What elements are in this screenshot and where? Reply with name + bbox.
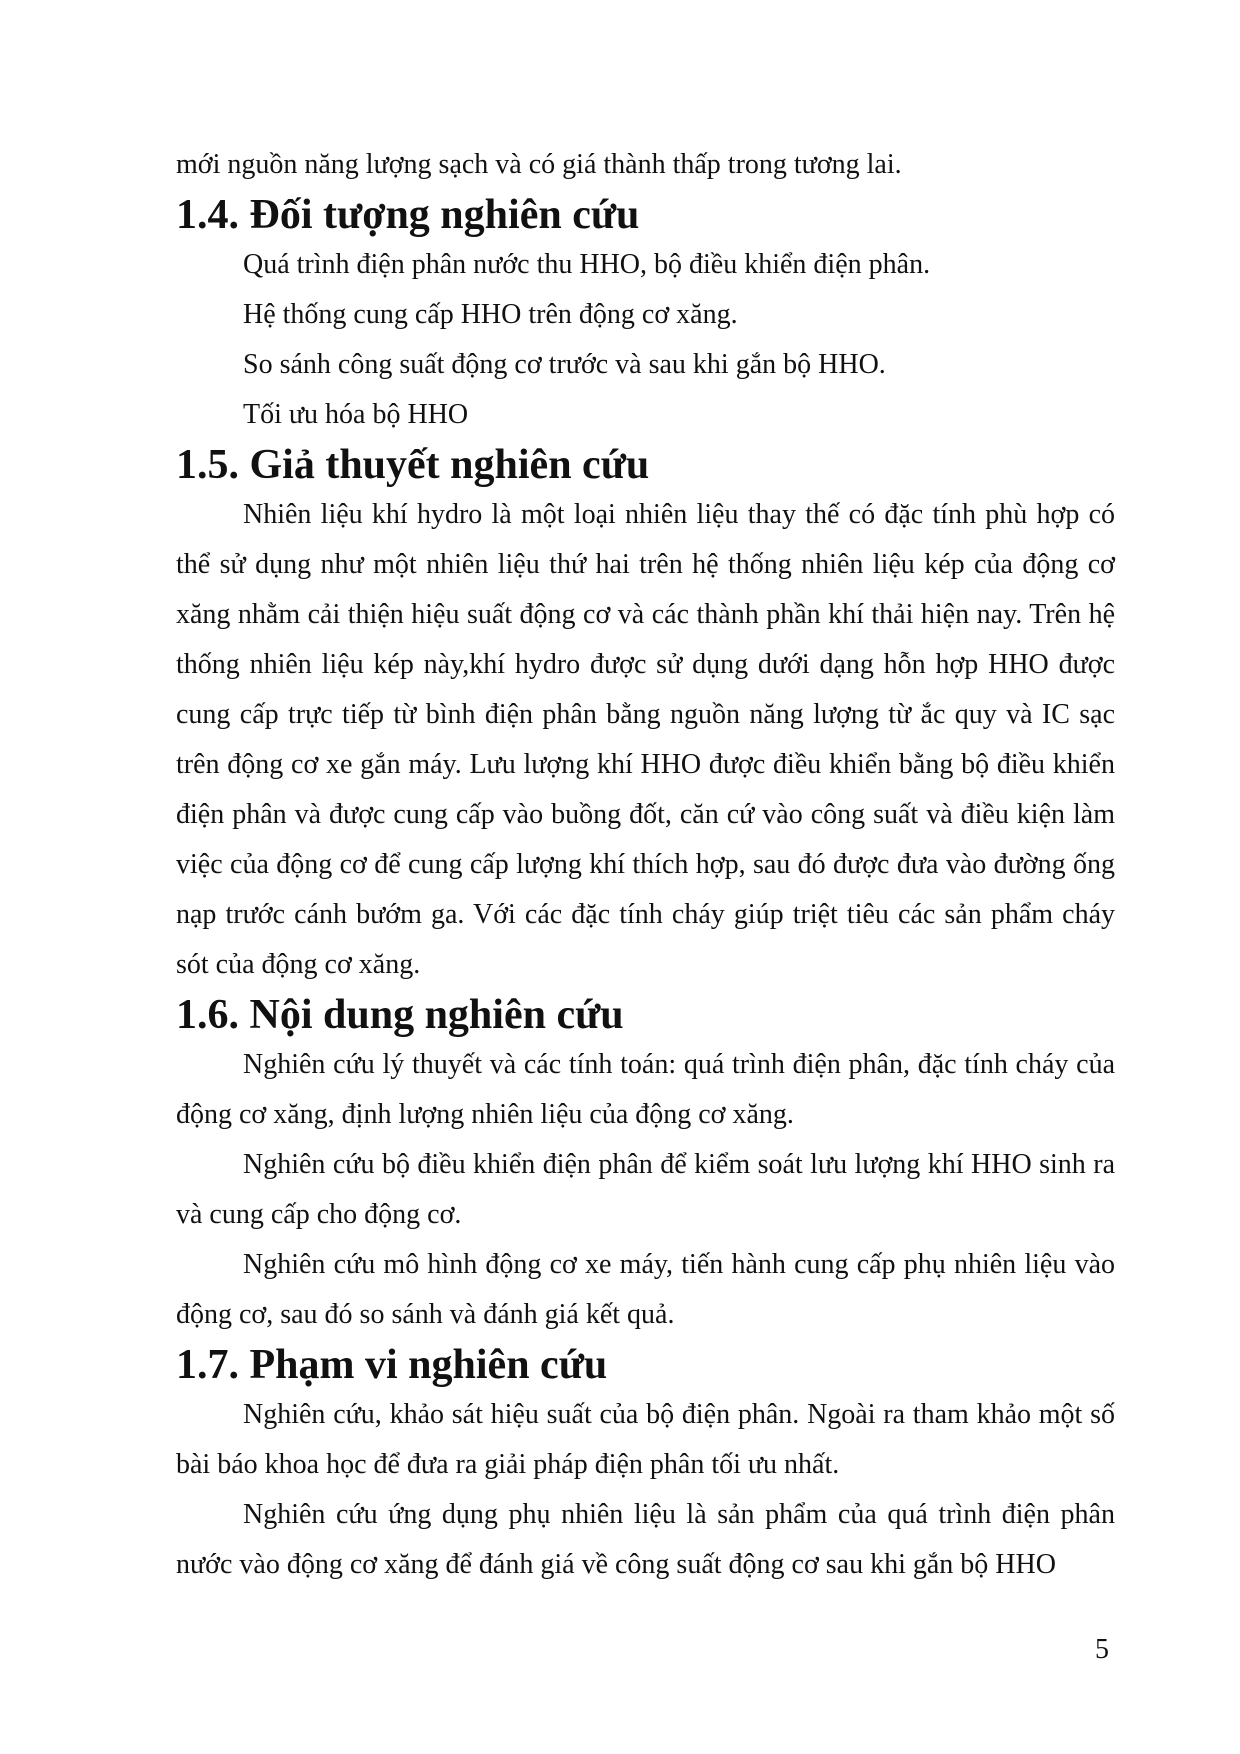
paragraph: Nghiên cứu bộ điều khiển điện phân để kiểm soát lưu lượng khí HHO sinh ra và cung cấp cho động cơ. (176, 1149, 1115, 1230)
list-item: Tối ưu hóa bộ HHO (243, 399, 469, 430)
paragraph: Nghiên cứu lý thuyết và các tính toán: quá trình điện phân, đặc tính cháy của động cơ xăng, định lượng nhiên liệu của động cơ xăng. (176, 1049, 1115, 1130)
paragraph: Nghiên cứu mô hình động cơ xe máy, tiến hành cung cấp phụ nhiên liệu vào động cơ, sau đó so sánh và đánh giá kết quả. (176, 1249, 1115, 1330)
list-item: Hệ thống cung cấp HHO trên động cơ xăng. (243, 299, 738, 330)
paragraph: Nghiên cứu ứng dụng phụ nhiên liệu là sản phẩm của quá trình điện phân nước vào động cơ xăng để đánh giá về công suất động cơ sau khi gắn bộ HHO (176, 1499, 1115, 1580)
page-content (176, 140, 1115, 1590)
section-heading-1-6: 1.6. Nội dung nghiên cứu (176, 992, 624, 1038)
paragraph: Nhiên liệu khí hydro là một loại nhiên liệu thay thế có đặc tính phù hợp có thể sử dụng như một nhiên liệu thứ hai trên hệ thống nhiên liệu kép của động cơ xăng nhằm cải thiện hiệu suất động cơ và các thành phần khí thải hiện nay. Trên hệ thống nhiên liệu kép này,khí hydro được sử dụng dưới dạng hỗn hợp HHO được cung cấp trực tiếp từ bình điện phân bằng nguồn năng lượng từ ắc quy và IC sạc trên động cơ xe gắn máy. Lưu lượng khí HHO được điều khiển bằng bộ điều khiển điện phân và được cung cấp vào buồng đốt, căn cứ vào công suất và điều kiện làm việc của động cơ để cung cấp lượng khí thích hợp, sau đó được đưa vào đường ống nạp trước cánh bướm ga. Với các đặc tính cháy giúp triệt tiêu các sản phẩm cháy sót của động cơ xăng. (176, 499, 1115, 980)
intro-continuation: mới nguồn năng lượng sạch và có giá thành thấp trong tương lai. (176, 149, 902, 180)
page-number: 5 (1095, 1634, 1109, 1665)
list-item: Quá trình điện phân nước thu HHO, bộ điều khiển điện phân. (243, 249, 931, 280)
list-item: So sánh công suất động cơ trước và sau khi gắn bộ HHO. (243, 349, 886, 380)
section-heading-1-4: 1.4. Đối tượng nghiên cứu (176, 192, 640, 238)
paragraph: Nghiên cứu, khảo sát hiệu suất của bộ điện phân. Ngoài ra tham khảo một số bài báo khoa học để đưa ra giải pháp điện phân tối ưu nhất. (176, 1399, 1115, 1480)
section-heading-1-7: 1.7. Phạm vi nghiên cứu (176, 1342, 608, 1388)
section-heading-1-5: 1.5. Giả thuyết nghiên cứu (176, 442, 650, 488)
